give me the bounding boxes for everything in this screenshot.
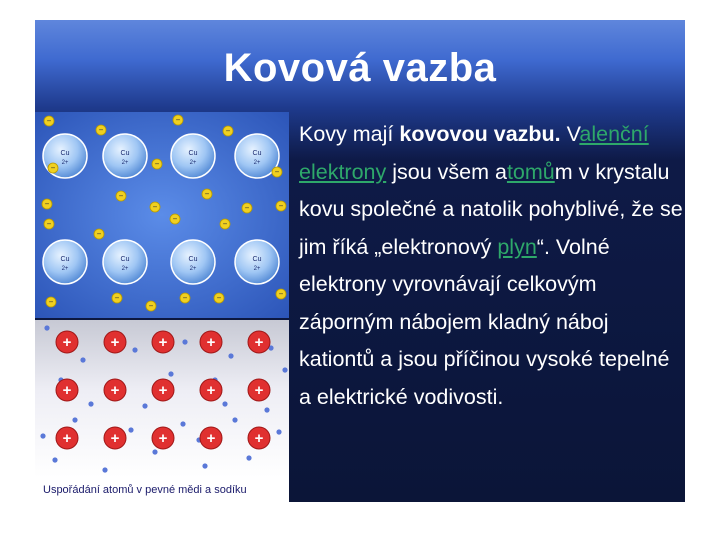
electron-sign: − (46, 116, 52, 126)
cation-sign: + (254, 430, 264, 447)
sodium-cation (152, 427, 174, 449)
copper-lattice-svg (35, 112, 289, 318)
electron-sign: − (148, 301, 154, 311)
free-electron (142, 403, 147, 408)
electron-sign: − (278, 289, 284, 299)
cu-ion (43, 240, 87, 284)
cu-ion-charge: 2+ (121, 266, 129, 272)
free-electron (202, 463, 207, 468)
free-electron (228, 353, 233, 358)
electron-sign: − (44, 199, 50, 209)
cu-ion (171, 134, 215, 178)
sodium-cation (56, 331, 78, 353)
body-part-1: Kovy mají (299, 122, 400, 146)
cation-sign: + (110, 334, 120, 351)
free-electron (264, 407, 269, 412)
slide-title: Kovová vazba (223, 46, 497, 90)
cu-ion-label: Cu (188, 256, 198, 263)
cation-sign: + (206, 430, 216, 447)
cation-sign: + (110, 382, 120, 399)
electron (146, 301, 156, 311)
cu-ion-charge: 2+ (61, 160, 69, 166)
free-electron (232, 417, 237, 422)
electron (94, 229, 104, 239)
free-electron (44, 325, 49, 330)
electron-sign: − (244, 203, 250, 213)
cu-ion (235, 240, 279, 284)
electron-sign: − (154, 159, 160, 169)
electron (242, 203, 252, 213)
body-part-5: “. Volné elektrony vyrovnávají celkovým záporným nábojem kladný náboj kationtů a jsou příčinou vysoké tepelné a elektrické vodivosti. (299, 234, 670, 409)
electron (214, 293, 224, 303)
free-electron (282, 367, 287, 372)
electron (48, 163, 58, 173)
cation-sign: + (206, 334, 216, 351)
free-electron (88, 401, 93, 406)
cation-sign: + (206, 382, 216, 399)
sodium-cation (104, 331, 126, 353)
cu-ion-label: Cu (252, 150, 262, 157)
electron-sign: − (96, 229, 102, 239)
cu-ion-label: Cu (252, 256, 262, 263)
cation-sign: + (62, 382, 72, 399)
electron-sign: − (172, 214, 178, 224)
electron-sign: − (48, 297, 54, 307)
cu-ion-label: Cu (60, 150, 70, 157)
link-atomu[interactable]: tomů (506, 159, 555, 184)
electron (170, 214, 180, 224)
free-electron (222, 401, 227, 406)
free-electron (168, 371, 173, 376)
cu-ion (171, 240, 215, 284)
body-text (299, 116, 683, 416)
cu-ion-charge: 2+ (253, 266, 261, 272)
cation-sign: + (254, 382, 264, 399)
electron-sign: − (182, 293, 188, 303)
electron (44, 116, 54, 126)
free-electron (132, 347, 137, 352)
electron (220, 219, 230, 229)
sodium-cation (104, 427, 126, 449)
cu-ion-charge: 2+ (189, 160, 197, 166)
electron-sign: − (175, 115, 181, 125)
sodium-lattice-svg (35, 320, 289, 478)
electron (173, 115, 183, 125)
sodium-cation (248, 379, 270, 401)
electron-sign: − (278, 201, 284, 211)
free-electron (180, 421, 185, 426)
electron-sign: − (204, 189, 210, 199)
electron-sign: − (274, 167, 280, 177)
free-electron (80, 357, 85, 362)
cation-sign: + (110, 430, 120, 447)
body-part-4: m v krystalu kovu společné a natolik pohyblivé, že se jim říká „elektronový (299, 159, 683, 259)
free-electron (40, 433, 45, 438)
free-electron (52, 457, 57, 462)
electron-sign: − (50, 163, 56, 173)
electron-sign: − (118, 191, 124, 201)
cu-ion-charge: 2+ (253, 160, 261, 166)
electron (152, 159, 162, 169)
cu-ion-label: Cu (120, 150, 130, 157)
sodium-cation (56, 427, 78, 449)
free-electron (102, 467, 107, 472)
electron-sign: − (98, 125, 104, 135)
sodium-cation (104, 379, 126, 401)
electron-sign: − (225, 126, 231, 136)
cu-ion-label: Cu (120, 256, 130, 263)
electron-sign: − (114, 293, 120, 303)
electron (96, 125, 106, 135)
electron (223, 126, 233, 136)
electron (44, 219, 54, 229)
sodium-cation (200, 331, 222, 353)
cation-sign: + (158, 382, 168, 399)
electron (276, 289, 286, 299)
cation-sign: + (62, 430, 72, 447)
copper-lattice-panel (35, 112, 289, 318)
image-caption: Uspořádání atomů v pevné mědi a sodíku (35, 478, 289, 502)
electron-sign: − (222, 219, 228, 229)
link-valencni-elektrony[interactable]: alenční elektrony (299, 122, 649, 184)
electron (276, 201, 286, 211)
free-electron (152, 449, 157, 454)
sodium-cation (200, 427, 222, 449)
sodium-cation (56, 379, 78, 401)
free-electron (128, 427, 133, 432)
cu-ion (103, 134, 147, 178)
free-electron (246, 455, 251, 460)
cu-ion-label: Cu (60, 256, 70, 263)
electron (202, 189, 212, 199)
cu-ion (103, 240, 147, 284)
link-plyn[interactable]: plyn (497, 234, 537, 259)
cation-sign: + (62, 334, 72, 351)
sodium-lattice-panel (35, 320, 289, 478)
sodium-cation (152, 379, 174, 401)
electron (150, 202, 160, 212)
electron (116, 191, 126, 201)
electron-sign: − (46, 219, 52, 229)
sodium-cation (248, 331, 270, 353)
free-electron (182, 339, 187, 344)
electron (272, 167, 282, 177)
illustration (35, 112, 289, 502)
free-electron (72, 417, 77, 422)
electron (112, 293, 122, 303)
cu-ion-charge: 2+ (121, 160, 129, 166)
cation-sign: + (158, 430, 168, 447)
free-electron (276, 429, 281, 434)
electron-sign: − (152, 202, 158, 212)
sodium-cation (152, 331, 174, 353)
body-part-2: V (560, 122, 580, 146)
electron (42, 199, 52, 209)
slide (35, 20, 685, 502)
sodium-cation (200, 379, 222, 401)
cation-sign: + (158, 334, 168, 351)
electron-sign: − (216, 293, 222, 303)
cu-ion-charge: 2+ (61, 266, 69, 272)
cation-sign: + (254, 334, 264, 351)
sodium-cation (248, 427, 270, 449)
body-bold-kovova-vazba: kovovou vazbu. (399, 122, 561, 146)
electron (180, 293, 190, 303)
cu-ion-label: Cu (188, 150, 198, 157)
body-part-3: jsou všem a (386, 159, 507, 184)
cu-ion-charge: 2+ (189, 266, 197, 272)
electron (46, 297, 56, 307)
